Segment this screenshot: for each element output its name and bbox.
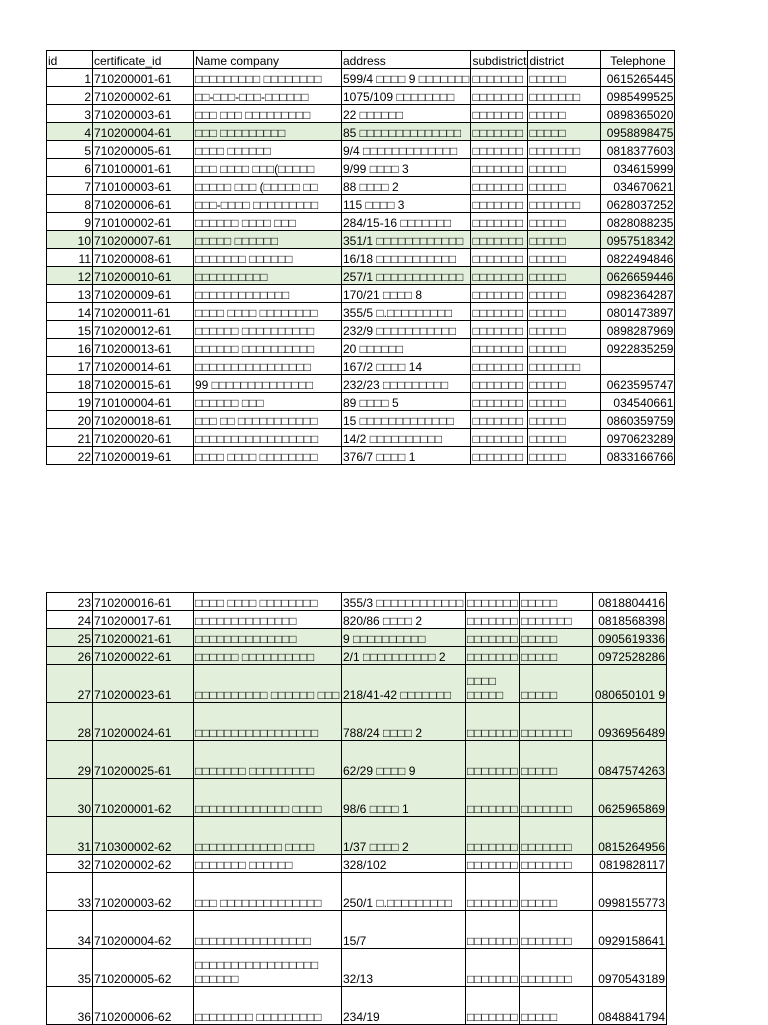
- table-row: [47, 159, 675, 177]
- cell-address[interactable]: 355/3 □□□□□□□□□□□□: [342, 593, 466, 611]
- cell-certificate-id[interactable]: 710200016-61: [93, 593, 194, 611]
- cell-telephone[interactable]: [601, 357, 675, 375]
- cell-district[interactable]: □□□□□: [520, 987, 593, 1025]
- cell-address[interactable]: 218/41-42 □□□□□□□: [342, 665, 466, 703]
- table-row: [47, 195, 675, 213]
- cell-id[interactable]: 4: [47, 123, 93, 141]
- cell-telephone[interactable]: 0818568398: [593, 611, 667, 629]
- cell-id[interactable]: 14: [47, 303, 93, 321]
- cell-address[interactable]: 32/13: [342, 949, 466, 987]
- cell-address[interactable]: 328/102: [342, 855, 466, 873]
- table-row: [47, 303, 675, 321]
- header-telephone[interactable]: Telephone: [601, 51, 675, 69]
- cell-id[interactable]: 7: [47, 177, 93, 195]
- cell-name-company[interactable]: □□□ □□□□□□□□□: [194, 123, 342, 141]
- cell-district[interactable]: □□□□□: [528, 321, 601, 339]
- cell-telephone[interactable]: 0936956489: [593, 703, 667, 741]
- cell-name-company[interactable]: □□□□□□□□□□□□□: [194, 285, 342, 303]
- cell-name-company[interactable]: □□□□□□□□□□□□□ □□□□: [194, 779, 342, 817]
- cell-certificate-id[interactable]: 710200002-61: [93, 87, 194, 105]
- cell-certificate-id[interactable]: 710200007-61: [93, 231, 194, 249]
- cell-district[interactable]: □□□□□: [528, 339, 601, 357]
- cell-name-company[interactable]: □□□ □□□□ □□□(□□□□□: [194, 159, 342, 177]
- cell-name-company[interactable]: □□□□□□□□□□□□ □□□□: [194, 817, 342, 855]
- cell-district[interactable]: □□□□□: [520, 593, 593, 611]
- cell-subdistrict[interactable]: □□□□□□□: [471, 87, 528, 105]
- cell-id[interactable]: 10: [47, 231, 93, 249]
- cell-id[interactable]: 8: [47, 195, 93, 213]
- cell-name-company[interactable]: □□-□□□-□□□-□□□□□□: [194, 87, 342, 105]
- cell-name-company[interactable]: □□□ □□ □□□□□□□□□□□: [194, 411, 342, 429]
- cell-telephone[interactable]: 0985499525: [601, 87, 675, 105]
- cell-name-company[interactable]: □□□□□□ □□□□□□□□□□: [194, 647, 342, 665]
- cell-certificate-id[interactable]: 710300002-62: [93, 817, 194, 855]
- header-row: [47, 51, 675, 69]
- cell-address[interactable]: 284/15-16 □□□□□□□: [342, 213, 471, 231]
- cell-subdistrict[interactable]: □□□□ □□□□□: [466, 665, 520, 703]
- cell-address[interactable]: 257/1 □□□□□□□□□□□□: [342, 267, 471, 285]
- cell-id[interactable]: 9: [47, 213, 93, 231]
- cell-telephone[interactable]: 0828088235: [601, 213, 675, 231]
- cell-id[interactable]: 17: [47, 357, 93, 375]
- cell-address[interactable]: 788/24 □□□□ 2: [342, 703, 466, 741]
- cell-telephone[interactable]: 0898287969: [601, 321, 675, 339]
- cell-id[interactable]: 24: [47, 611, 93, 629]
- table-row: [47, 339, 675, 357]
- table-row: [47, 357, 675, 375]
- cell-district[interactable]: □□□□□: [528, 429, 601, 447]
- header-address[interactable]: address: [342, 51, 471, 69]
- cell-address[interactable]: 1/37 □□□□ 2: [342, 817, 466, 855]
- cell-district[interactable]: □□□□□: [520, 873, 593, 911]
- table-row: [47, 447, 675, 465]
- cell-address[interactable]: 232/9 □□□□□□□□□□□: [342, 321, 471, 339]
- cell-name-company[interactable]: □□□□□□□□□□ □□□□□□ □□□: [194, 665, 342, 703]
- cell-district[interactable]: □□□□□□□: [520, 855, 593, 873]
- cell-certificate-id[interactable]: 710200001-62: [93, 779, 194, 817]
- cell-name-company[interactable]: □□□□□□□ □□□□□□: [194, 855, 342, 873]
- cell-certificate-id[interactable]: 710200011-61: [93, 303, 194, 321]
- cell-subdistrict[interactable]: □□□□□□□: [466, 873, 520, 911]
- cell-telephone[interactable]: 0847574263: [593, 741, 667, 779]
- cell-telephone[interactable]: 080650101 9: [593, 665, 667, 703]
- cell-name-company[interactable]: □□□□ □□□□□□: [194, 141, 342, 159]
- cell-address[interactable]: 89 □□□□ 5: [342, 393, 471, 411]
- cell-certificate-id[interactable]: 710200015-61: [93, 375, 194, 393]
- cell-subdistrict[interactable]: □□□□□□□: [466, 817, 520, 855]
- cell-subdistrict[interactable]: □□□□□□□: [471, 303, 528, 321]
- cell-name-company[interactable]: □□□□□□□□□□□□□□□□: [194, 357, 342, 375]
- cell-district[interactable]: □□□□□□□: [520, 779, 593, 817]
- cell-address[interactable]: 376/7 □□□□ 1: [342, 447, 471, 465]
- cell-id[interactable]: 27: [47, 665, 93, 703]
- cell-name-company[interactable]: □□□ □□□ □□□□□□□□□: [194, 105, 342, 123]
- spreadsheet-table-bottom: [46, 592, 667, 1025]
- cell-district[interactable]: □□□□□□□: [520, 949, 593, 987]
- cell-certificate-id[interactable]: 710200021-61: [93, 629, 194, 647]
- cell-district[interactable]: □□□□□: [528, 249, 601, 267]
- cell-telephone[interactable]: 0628037252: [601, 195, 675, 213]
- cell-district[interactable]: □□□□□: [528, 411, 601, 429]
- cell-district[interactable]: □□□□□: [528, 303, 601, 321]
- cell-telephone[interactable]: 0898365020: [601, 105, 675, 123]
- cell-id[interactable]: 13: [47, 285, 93, 303]
- header-subdistrict[interactable]: subdistrict: [471, 51, 528, 69]
- cell-certificate-id[interactable]: 710100002-61: [93, 213, 194, 231]
- cell-subdistrict[interactable]: □□□□□□□: [471, 429, 528, 447]
- cell-name-company[interactable]: □□□□□□□□□ □□□□□□□□: [194, 69, 342, 87]
- cell-address[interactable]: 355/5 □.□□□□□□□□□: [342, 303, 471, 321]
- cell-district[interactable]: □□□□□□□: [520, 817, 593, 855]
- cell-district[interactable]: □□□□□: [528, 177, 601, 195]
- cell-district[interactable]: □□□□□: [520, 629, 593, 647]
- cell-certificate-id[interactable]: 710200004-62: [93, 911, 194, 949]
- cell-name-company[interactable]: 99 □□□□□□□□□□□□□□: [194, 375, 342, 393]
- cell-subdistrict[interactable]: □□□□□□□: [471, 357, 528, 375]
- cell-telephone[interactable]: 0929158641: [593, 911, 667, 949]
- table-row: [47, 69, 675, 87]
- cell-id[interactable]: 21: [47, 429, 93, 447]
- table-row: [47, 411, 675, 429]
- table-row: [47, 593, 667, 611]
- cell-telephone[interactable]: 0818804416: [593, 593, 667, 611]
- cell-id[interactable]: 32: [47, 855, 93, 873]
- cell-telephone[interactable]: 0922835259: [601, 339, 675, 357]
- cell-telephone[interactable]: 0905619336: [593, 629, 667, 647]
- table-row: [47, 249, 675, 267]
- cell-district[interactable]: □□□□□: [528, 69, 601, 87]
- cell-name-company[interactable]: □□□□□ □□□ (□□□□□ □□: [194, 177, 342, 195]
- cell-subdistrict[interactable]: □□□□□□□: [466, 647, 520, 665]
- cell-id[interactable]: 33: [47, 873, 93, 911]
- cell-subdistrict[interactable]: □□□□□□□: [471, 105, 528, 123]
- cell-name-company[interactable]: □□□□□□□□□□□□□□□□□ □□□□□□: [194, 949, 342, 987]
- cell-certificate-id[interactable]: 710200006-61: [93, 195, 194, 213]
- cell-id[interactable]: 2: [47, 87, 93, 105]
- cell-id[interactable]: 12: [47, 267, 93, 285]
- table-row: [47, 873, 667, 911]
- table-row: [47, 123, 675, 141]
- cell-telephone[interactable]: 034670621: [601, 177, 675, 195]
- cell-district[interactable]: □□□□□: [528, 105, 601, 123]
- table-row: [47, 87, 675, 105]
- cell-telephone[interactable]: 0801473897: [601, 303, 675, 321]
- table-row: [47, 285, 675, 303]
- cell-district[interactable]: □□□□□: [528, 267, 601, 285]
- cell-certificate-id[interactable]: 710200024-61: [93, 703, 194, 741]
- cell-certificate-id[interactable]: 710200008-61: [93, 249, 194, 267]
- cell-district[interactable]: □□□□□□□: [528, 87, 601, 105]
- cell-district[interactable]: □□□□□: [520, 741, 593, 779]
- cell-name-company[interactable]: □□□□ □□□□ □□□□□□□□: [194, 593, 342, 611]
- cell-address[interactable]: 22 □□□□□□: [342, 105, 471, 123]
- cell-subdistrict[interactable]: □□□□□□□: [471, 321, 528, 339]
- cell-name-company[interactable]: □□□□□□□ □□□□□□: [194, 249, 342, 267]
- cell-telephone[interactable]: 0615265445: [601, 69, 675, 87]
- cell-telephone[interactable]: 0970623289: [601, 429, 675, 447]
- cell-telephone[interactable]: 0625965869: [593, 779, 667, 817]
- cell-telephone[interactable]: 0626659446: [601, 267, 675, 285]
- cell-subdistrict[interactable]: □□□□□□□: [466, 629, 520, 647]
- table-row: [47, 105, 675, 123]
- table-row: [47, 321, 675, 339]
- table-row: [47, 177, 675, 195]
- cell-subdistrict[interactable]: □□□□□□□: [471, 231, 528, 249]
- cell-telephone[interactable]: 0833166766: [601, 447, 675, 465]
- cell-id[interactable]: 28: [47, 703, 93, 741]
- cell-district[interactable]: □□□□□□□: [520, 703, 593, 741]
- cell-certificate-id[interactable]: 710200014-61: [93, 357, 194, 375]
- cell-address[interactable]: 98/6 □□□□ 1: [342, 779, 466, 817]
- cell-certificate-id[interactable]: 710100001-61: [93, 159, 194, 177]
- table-row: [47, 647, 667, 665]
- cell-certificate-id[interactable]: 710200010-61: [93, 267, 194, 285]
- cell-address[interactable]: 232/23 □□□□□□□□□: [342, 375, 471, 393]
- cell-district[interactable]: □□□□□: [528, 231, 601, 249]
- table-row: [47, 393, 675, 411]
- cell-address[interactable]: 62/29 □□□□ 9: [342, 741, 466, 779]
- cell-subdistrict[interactable]: □□□□□□□: [466, 987, 520, 1025]
- cell-telephone[interactable]: 034540661: [601, 393, 675, 411]
- cell-telephone[interactable]: 0623595747: [601, 375, 675, 393]
- table-row: [47, 267, 675, 285]
- cell-address[interactable]: 2/1 □□□□□□□□□□ 2: [342, 647, 466, 665]
- cell-subdistrict[interactable]: □□□□□□□: [471, 267, 528, 285]
- cell-district[interactable]: □□□□□□□: [528, 195, 601, 213]
- cell-subdistrict[interactable]: □□□□□□□: [471, 249, 528, 267]
- cell-address[interactable]: 599/4 □□□□ 9 □□□□□□□: [342, 69, 471, 87]
- table-row: [47, 213, 675, 231]
- cell-id[interactable]: 16: [47, 339, 93, 357]
- cell-name-company[interactable]: □□□□□□ □□□□ □□□: [194, 213, 342, 231]
- cell-address[interactable]: 820/86 □□□□ 2: [342, 611, 466, 629]
- cell-telephone[interactable]: 0819828117: [593, 855, 667, 873]
- cell-name-company[interactable]: □□□□□□□ □□□□□□□□□: [194, 741, 342, 779]
- cell-subdistrict[interactable]: □□□□□□□: [466, 949, 520, 987]
- cell-name-company[interactable]: □□□□ □□□□ □□□□□□□□: [194, 447, 342, 465]
- cell-subdistrict[interactable]: □□□□□□□: [471, 177, 528, 195]
- cell-certificate-id[interactable]: 710200025-61: [93, 741, 194, 779]
- cell-address[interactable]: 20 □□□□□□: [342, 339, 471, 357]
- cell-name-company[interactable]: □□□□□□□□□□: [194, 267, 342, 285]
- spreadsheet-table-top: [46, 50, 675, 465]
- cell-id[interactable]: 26: [47, 647, 93, 665]
- cell-telephone[interactable]: 0957518342: [601, 231, 675, 249]
- cell-id[interactable]: 19: [47, 393, 93, 411]
- cell-id[interactable]: 35: [47, 949, 93, 987]
- cell-subdistrict[interactable]: □□□□□□□: [471, 375, 528, 393]
- cell-address[interactable]: 15/7: [342, 911, 466, 949]
- cell-district[interactable]: □□□□□: [528, 375, 601, 393]
- cell-district[interactable]: □□□□□: [528, 285, 601, 303]
- cell-address[interactable]: 14/2 □□□□□□□□□□: [342, 429, 471, 447]
- cell-certificate-id[interactable]: 710200018-61: [93, 411, 194, 429]
- cell-address[interactable]: 16/18 □□□□□□□□□□□: [342, 249, 471, 267]
- cell-subdistrict[interactable]: □□□□□□□: [466, 779, 520, 817]
- cell-subdistrict[interactable]: □□□□□□□: [471, 447, 528, 465]
- cell-id[interactable]: 15: [47, 321, 93, 339]
- table-row: [47, 855, 667, 873]
- cell-address[interactable]: 9 □□□□□□□□□□: [342, 629, 466, 647]
- cell-name-company[interactable]: □□□□□□ □□□□□□□□□□: [194, 321, 342, 339]
- cell-telephone[interactable]: 0818377603: [601, 141, 675, 159]
- cell-subdistrict[interactable]: □□□□□□□: [471, 339, 528, 357]
- cell-name-company[interactable]: □□□□□□□□□□□□□□□□□: [194, 429, 342, 447]
- cell-telephone[interactable]: 0860359759: [601, 411, 675, 429]
- cell-telephone[interactable]: 0970543189: [593, 949, 667, 987]
- cell-telephone[interactable]: 0815264956: [593, 817, 667, 855]
- cell-name-company[interactable]: □□□□□□ □□□□□□□□□□: [194, 339, 342, 357]
- cell-district[interactable]: □□□□□□□: [520, 911, 593, 949]
- cell-certificate-id[interactable]: 710200003-62: [93, 873, 194, 911]
- cell-certificate-id[interactable]: 710200017-61: [93, 611, 194, 629]
- cell-address[interactable]: 9/4 □□□□□□□□□□□□□: [342, 141, 471, 159]
- cell-name-company[interactable]: □□□□□□□□□□□□□□□□□: [194, 703, 342, 741]
- cell-telephone[interactable]: 034615999: [601, 159, 675, 177]
- table-row: [47, 231, 675, 249]
- cell-name-company[interactable]: □□□ □□□□□□□□□□□□□□: [194, 873, 342, 911]
- cell-district[interactable]: □□□□□: [520, 665, 593, 703]
- cell-district[interactable]: □□□□□□□: [528, 141, 601, 159]
- cell-address[interactable]: 88 □□□□ 2: [342, 177, 471, 195]
- cell-id[interactable]: 25: [47, 629, 93, 647]
- cell-address[interactable]: 9/99 □□□□ 3: [342, 159, 471, 177]
- cell-address[interactable]: 170/21 □□□□ 8: [342, 285, 471, 303]
- cell-certificate-id[interactable]: 710200002-62: [93, 855, 194, 873]
- cell-district[interactable]: □□□□□: [520, 647, 593, 665]
- cell-subdistrict[interactable]: □□□□□□□: [466, 741, 520, 779]
- cell-certificate-id[interactable]: 710200004-61: [93, 123, 194, 141]
- cell-district[interactable]: □□□□□: [528, 123, 601, 141]
- cell-subdistrict[interactable]: □□□□□□□: [466, 593, 520, 611]
- cell-subdistrict[interactable]: □□□□□□□: [471, 159, 528, 177]
- cell-certificate-id[interactable]: 710100003-61: [93, 177, 194, 195]
- cell-id[interactable]: 29: [47, 741, 93, 779]
- cell-certificate-id[interactable]: 710200023-61: [93, 665, 194, 703]
- cell-subdistrict[interactable]: □□□□□□□: [471, 69, 528, 87]
- cell-telephone[interactable]: 0982364287: [601, 285, 675, 303]
- cell-address[interactable]: 85 □□□□□□□□□□□□□□: [342, 123, 471, 141]
- cell-subdistrict[interactable]: □□□□□□□: [466, 611, 520, 629]
- table-row: [47, 987, 667, 1025]
- table-row: [47, 629, 667, 647]
- cell-address[interactable]: 115 □□□□ 3: [342, 195, 471, 213]
- header-id[interactable]: id: [47, 51, 93, 69]
- cell-name-company[interactable]: □□□□□□□□□□□□□□: [194, 611, 342, 629]
- table-row: [47, 779, 667, 817]
- cell-id[interactable]: 30: [47, 779, 93, 817]
- cell-id[interactable]: 34: [47, 911, 93, 949]
- cell-subdistrict[interactable]: □□□□□□□: [466, 703, 520, 741]
- cell-name-company[interactable]: □□□□□□□□□□□□□□□□: [194, 911, 342, 949]
- cell-district[interactable]: □□□□□: [528, 159, 601, 177]
- cell-certificate-id[interactable]: 710200005-62: [93, 949, 194, 987]
- cell-id[interactable]: 22: [47, 447, 93, 465]
- cell-address[interactable]: 15 □□□□□□□□□□□□□: [342, 411, 471, 429]
- cell-address[interactable]: 167/2 □□□□ 14: [342, 357, 471, 375]
- header-certificate-id[interactable]: certificate_id: [93, 51, 194, 69]
- cell-address[interactable]: 1075/109 □□□□□□□□: [342, 87, 471, 105]
- cell-certificate-id[interactable]: 710200009-61: [93, 285, 194, 303]
- cell-subdistrict[interactable]: □□□□□□□: [466, 911, 520, 949]
- cell-id[interactable]: 1: [47, 69, 93, 87]
- cell-certificate-id[interactable]: 710200020-61: [93, 429, 194, 447]
- cell-district[interactable]: □□□□□: [528, 447, 601, 465]
- cell-certificate-id[interactable]: 710100004-61: [93, 393, 194, 411]
- cell-subdistrict[interactable]: □□□□□□□: [471, 195, 528, 213]
- cell-name-company[interactable]: □□□□□□□□ □□□□□□□□□: [194, 987, 342, 1025]
- header-name-company[interactable]: Name company: [194, 51, 342, 69]
- table-row: [47, 375, 675, 393]
- table-row: [47, 741, 667, 779]
- cell-district[interactable]: □□□□□□□: [528, 357, 601, 375]
- cell-address[interactable]: 250/1 □.□□□□□□□□□: [342, 873, 466, 911]
- table-row: [47, 429, 675, 447]
- cell-subdistrict[interactable]: □□□□□□□: [471, 393, 528, 411]
- cell-subdistrict[interactable]: □□□□□□□: [471, 141, 528, 159]
- cell-name-company[interactable]: □□□□□ □□□□□□: [194, 231, 342, 249]
- cell-subdistrict[interactable]: □□□□□□□: [466, 855, 520, 873]
- cell-address[interactable]: 234/19: [342, 987, 466, 1025]
- cell-subdistrict[interactable]: □□□□□□□: [471, 213, 528, 231]
- cell-id[interactable]: 31: [47, 817, 93, 855]
- cell-telephone[interactable]: 0972528286: [593, 647, 667, 665]
- table-row: [47, 665, 667, 703]
- cell-subdistrict[interactable]: □□□□□□□: [471, 123, 528, 141]
- cell-telephone[interactable]: 0958898475: [601, 123, 675, 141]
- cell-certificate-id[interactable]: 710200019-61: [93, 447, 194, 465]
- cell-district[interactable]: □□□□□□□: [520, 611, 593, 629]
- cell-id[interactable]: 36: [47, 987, 93, 1025]
- cell-certificate-id[interactable]: 710200022-61: [93, 647, 194, 665]
- cell-name-company[interactable]: □□□□□□□□□□□□□□: [194, 629, 342, 647]
- table-row: [47, 817, 667, 855]
- cell-district[interactable]: □□□□□: [528, 213, 601, 231]
- cell-certificate-id[interactable]: 710200013-61: [93, 339, 194, 357]
- table-row: [47, 703, 667, 741]
- table-row: [47, 611, 667, 629]
- cell-name-company[interactable]: □□□-□□□□ □□□□□□□□□: [194, 195, 342, 213]
- cell-name-company[interactable]: □□□□ □□□□ □□□□□□□□: [194, 303, 342, 321]
- cell-subdistrict[interactable]: □□□□□□□: [471, 285, 528, 303]
- cell-telephone[interactable]: 0822494846: [601, 249, 675, 267]
- table-row: [47, 911, 667, 949]
- cell-telephone[interactable]: 0848841794: [593, 987, 667, 1025]
- cell-name-company[interactable]: □□□□□□ □□□: [194, 393, 342, 411]
- cell-id[interactable]: 6: [47, 159, 93, 177]
- cell-subdistrict[interactable]: □□□□□□□: [471, 411, 528, 429]
- table-row: [47, 949, 667, 987]
- cell-certificate-id[interactable]: 710200012-61: [93, 321, 194, 339]
- cell-certificate-id[interactable]: 710200005-61: [93, 141, 194, 159]
- cell-id[interactable]: 3: [47, 105, 93, 123]
- cell-certificate-id[interactable]: 710200006-62: [93, 987, 194, 1025]
- header-district[interactable]: district: [528, 51, 601, 69]
- cell-address[interactable]: 351/1 □□□□□□□□□□□□: [342, 231, 471, 249]
- cell-id[interactable]: 20: [47, 411, 93, 429]
- cell-certificate-id[interactable]: 710200003-61: [93, 105, 194, 123]
- cell-id[interactable]: 11: [47, 249, 93, 267]
- cell-district[interactable]: □□□□□: [528, 393, 601, 411]
- cell-id[interactable]: 18: [47, 375, 93, 393]
- cell-id[interactable]: 23: [47, 593, 93, 611]
- table-row: [47, 141, 675, 159]
- cell-id[interactable]: 5: [47, 141, 93, 159]
- cell-telephone[interactable]: 0998155773: [593, 873, 667, 911]
- cell-certificate-id[interactable]: 710200001-61: [93, 69, 194, 87]
